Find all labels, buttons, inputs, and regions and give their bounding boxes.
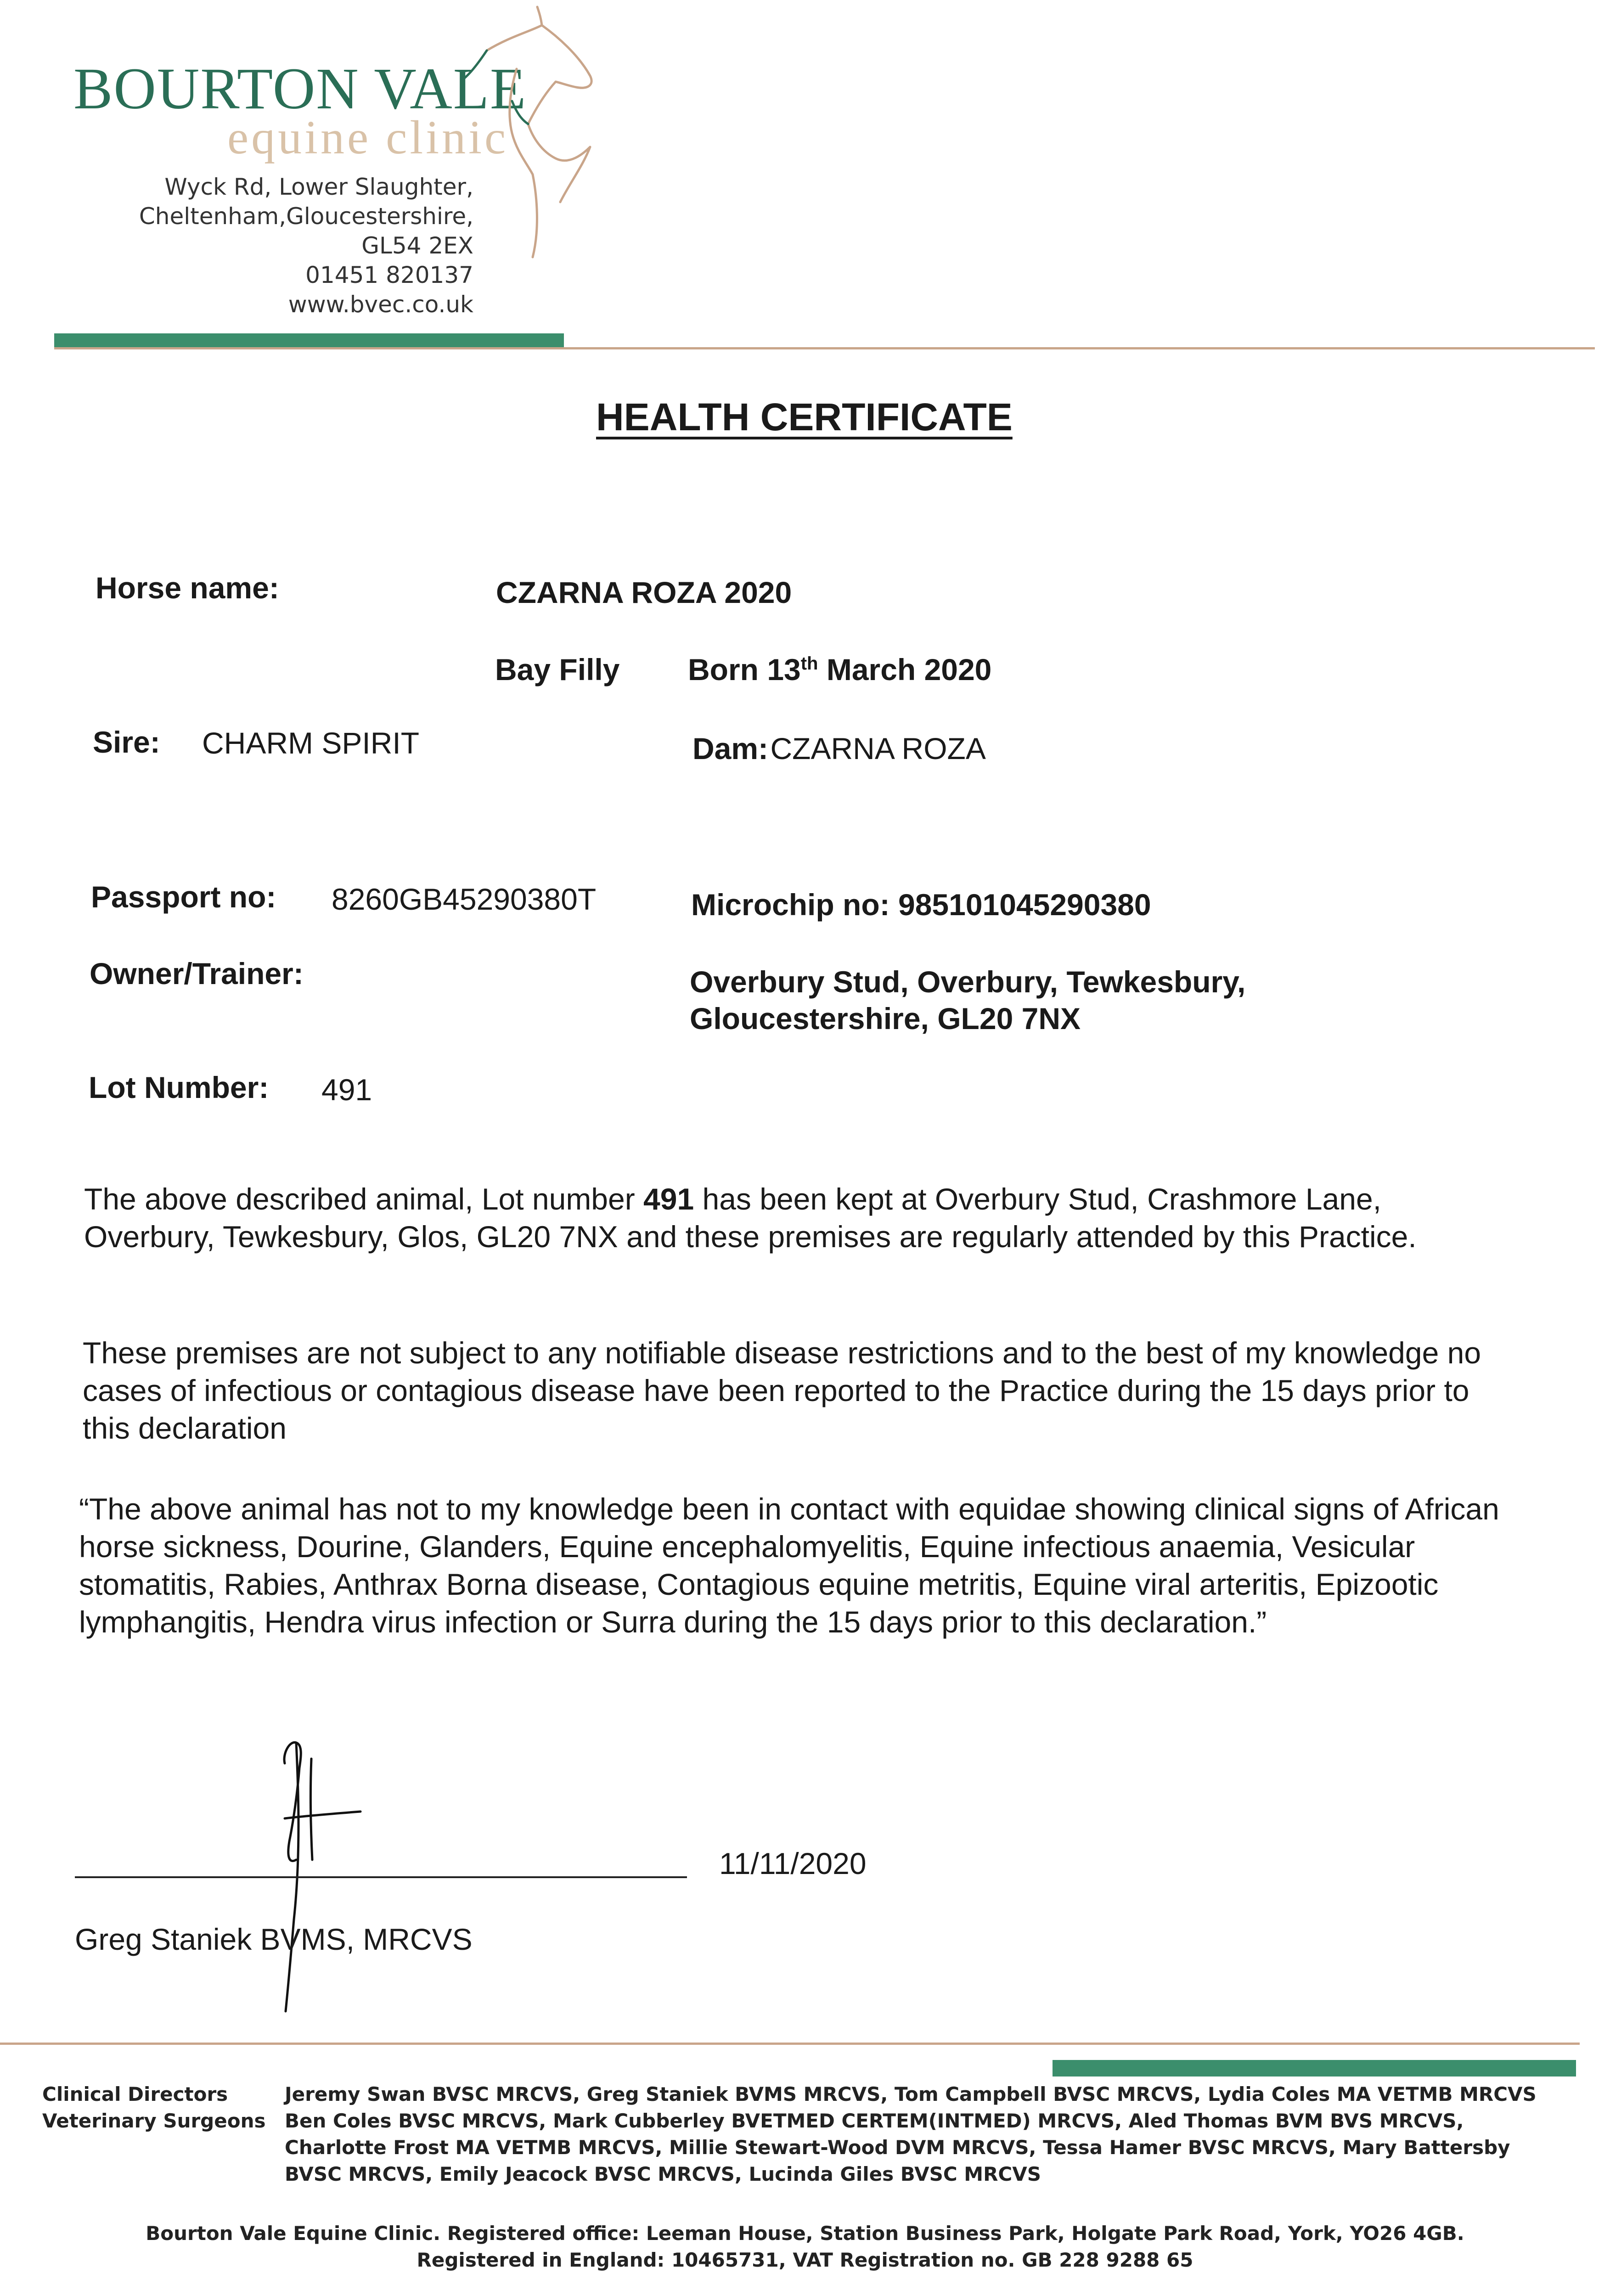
birth-suffix-sup: th [800, 653, 818, 674]
dam-field [692, 731, 986, 766]
address-line: GL54 2EX [361, 232, 473, 259]
clinic-address [139, 172, 473, 319]
signature-line [75, 1876, 687, 1878]
microchip-field [691, 887, 1151, 922]
sire-label: Sire: [93, 725, 160, 759]
horse-name-value: CZARNA ROZA 2020 [496, 575, 792, 609]
header-green-bar [54, 333, 564, 349]
clinic-name: BOURTON VALE [73, 56, 527, 121]
dam-label: Dam: [692, 732, 769, 765]
p1-text-before: The above described animal, Lot number [84, 1182, 644, 1216]
passport-label: Passport no: [91, 880, 276, 914]
footer-green-bar [1053, 2060, 1576, 2077]
website-link[interactable]: www.bvec.co.uk [288, 291, 473, 318]
owner-address [690, 963, 1245, 1037]
passport-value: 8260GB45290380T [332, 882, 597, 916]
signatory-name: Greg Staniek BVMS, MRCVS [75, 1922, 473, 1956]
declaration-paragraph-1 [84, 1180, 1489, 1255]
footer-office [0, 2220, 1610, 2273]
lot-label: Lot Number: [89, 1070, 269, 1104]
birth-suffix: March 2020 [818, 653, 992, 687]
address-line: Cheltenham,Gloucestershire, [139, 203, 473, 230]
footer-divider [0, 2043, 1580, 2045]
sire-value: CHARM SPIRIT [202, 726, 420, 760]
p1-lot-number: 491 [643, 1182, 694, 1216]
header-divider [54, 347, 1595, 349]
horse-description: Bay Filly [495, 653, 620, 687]
microchip-label: Microchip no: [691, 888, 890, 922]
horse-logo-icon [459, 0, 615, 308]
signature-date: 11/11/2020 [719, 1846, 867, 1880]
footer-labels [42, 2081, 266, 2134]
owner-line: Gloucestershire, GL20 7NX [690, 1002, 1081, 1035]
birth-date [688, 652, 991, 687]
p1-text-after: has been kept at Overbury Stud, Crashmore Lane, Overbury, Tewkesbury, Glos, GL20 7NX and these premises are regularly attended by this Practice. [84, 1182, 1417, 1254]
page-title: HEALTH CERTIFICATE [596, 395, 1013, 439]
veterinary-surgeons-label: Veterinary Surgeons [42, 2110, 266, 2132]
microchip-value: 985101045290380 [898, 888, 1151, 922]
owner-line: Overbury Stud, Overbury, Tewkesbury, [690, 965, 1246, 999]
signature-icon [257, 1727, 377, 2020]
dam-value: CZARNA ROZA [770, 732, 986, 765]
lot-value: 491 [321, 1073, 372, 1107]
declaration-paragraph-2 [83, 1334, 1488, 1447]
horse-name-label: Horse name: [96, 571, 279, 605]
declaration-paragraph-3 [79, 1490, 1521, 1641]
address-line: Wyck Rd, Lower Slaughter, [164, 174, 473, 200]
clinic-subtitle: equine clinic [227, 111, 509, 164]
footer-staff-list: Jeremy Swan BVSC MRCVS, Greg Staniek BVMS MRCVS, Tom Campbell BVSC MRCVS, Lydia Coles MA VETMB MRCVS Ben Coles BVSC MRCVS, Mark Cubberley BVETMED CERTEM(INTMED) MRCVS, Aled Thomas BVM BVS MRCVS, Charlotte Frost MA VETMB MRCVS, Millie Stewart-Wood DVM MRCVS, Tessa Hamer BVSC MRCVS, Mary Battersby BVSC MRCVS, Emily Jeacock BVSC MRCVS, Lucinda Giles BVSC MRCVS [285, 2083, 1537, 2185]
registration-numbers: Registered in England: 10465731, VAT Registration no. GB 228 9288 65 [417, 2249, 1193, 2271]
registered-office: Bourton Vale Equine Clinic. Registered office: Leeman House, Station Business Park, Holgate Park Road, York, YO26 4GB. [146, 2222, 1464, 2245]
p3-text: “The above animal has not to my knowledge been in contact with equidae showing clinical signs of African horse sickness, Dourine, Glanders, Equine encephalomyelitis, Equine infectious anaemia, Vesicular stomatitis, Rabies, Anthrax Borna disease, Contagious equine metritis, Equine viral arteritis, Epizootic lymphangitis, Hendra virus infection or Surra during the 15 days prior to this declaration.” [79, 1492, 1499, 1639]
owner-label: Owner/Trainer: [90, 957, 304, 990]
clinical-directors-label: Clinical Directors [42, 2083, 228, 2105]
p2-text: These premises are not subject to any notifiable disease restrictions and to the best of my knowledge no cases of infectious or contagious disease have been reported to the Practice during the 15 days prior to this declaration [83, 1336, 1481, 1445]
birth-prefix: Born 13 [688, 653, 801, 687]
address-line: 01451 820137 [305, 262, 473, 288]
